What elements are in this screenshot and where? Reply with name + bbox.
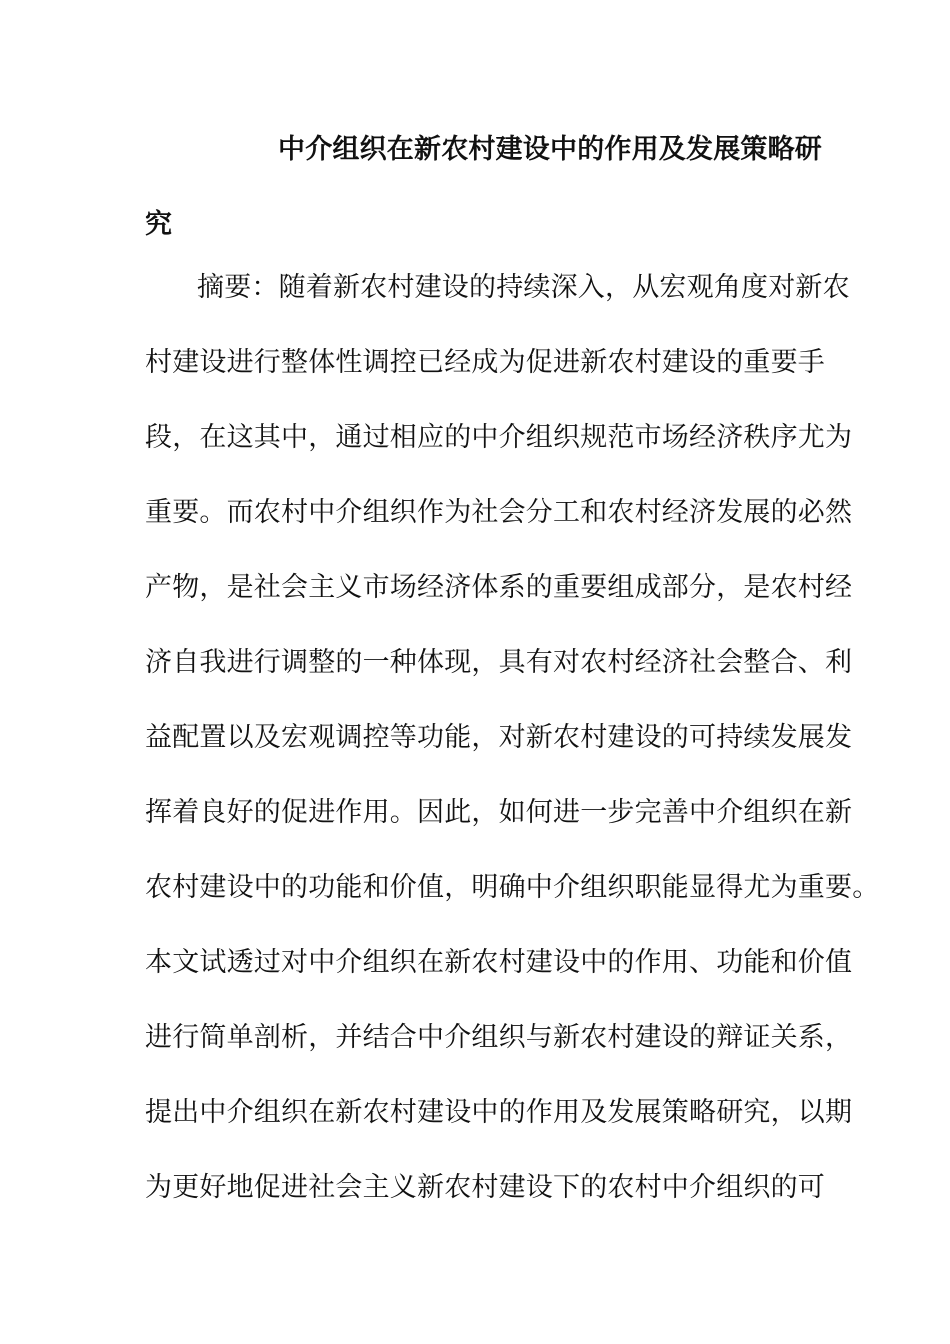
abstract-line: 农村建设中的功能和价值，明确中介组织职能显得尤为重要。 <box>145 872 880 903</box>
abstract-line: 产物，是社会主义市场经济体系的重要组成部分，是农村经 <box>145 572 853 603</box>
abstract-line: 本文试透过对中介组织在新农村建设中的作用、功能和价值 <box>145 947 853 978</box>
abstract-line: 段，在这其中，通过相应的中介组织规范市场经济秩序尤为 <box>145 422 853 453</box>
abstract-line: 重要。而农村中介组织作为社会分工和农村经济发展的必然 <box>145 497 853 528</box>
abstract-line: 挥着良好的促进作用。因此，如何进一步完善中介组织在新 <box>145 797 853 828</box>
abstract-line: 摘要：随着新农村建设的持续深入，从宏观角度对新农 <box>197 272 850 303</box>
abstract-line: 进行简单剖析，并结合中介组织与新农村建设的辩证关系， <box>145 1022 853 1053</box>
abstract-line: 济自我进行调整的一种体现，具有对农村经济社会整合、利 <box>145 647 853 678</box>
title-line-1: 中介组织在新农村建设中的作用及发展策略研 <box>278 134 822 165</box>
abstract-line: 提出中介组织在新农村建设中的作用及发展策略研究，以期 <box>145 1097 853 1128</box>
title-line-2: 究 <box>145 209 173 240</box>
abstract-line: 益配置以及宏观调控等功能，对新农村建设的可持续发展发 <box>145 722 853 753</box>
abstract-line: 为更好地促进社会主义新农村建设下的农村中介组织的可 <box>145 1172 825 1203</box>
abstract-line: 村建设进行整体性调控已经成为促进新农村建设的重要手 <box>145 347 825 378</box>
